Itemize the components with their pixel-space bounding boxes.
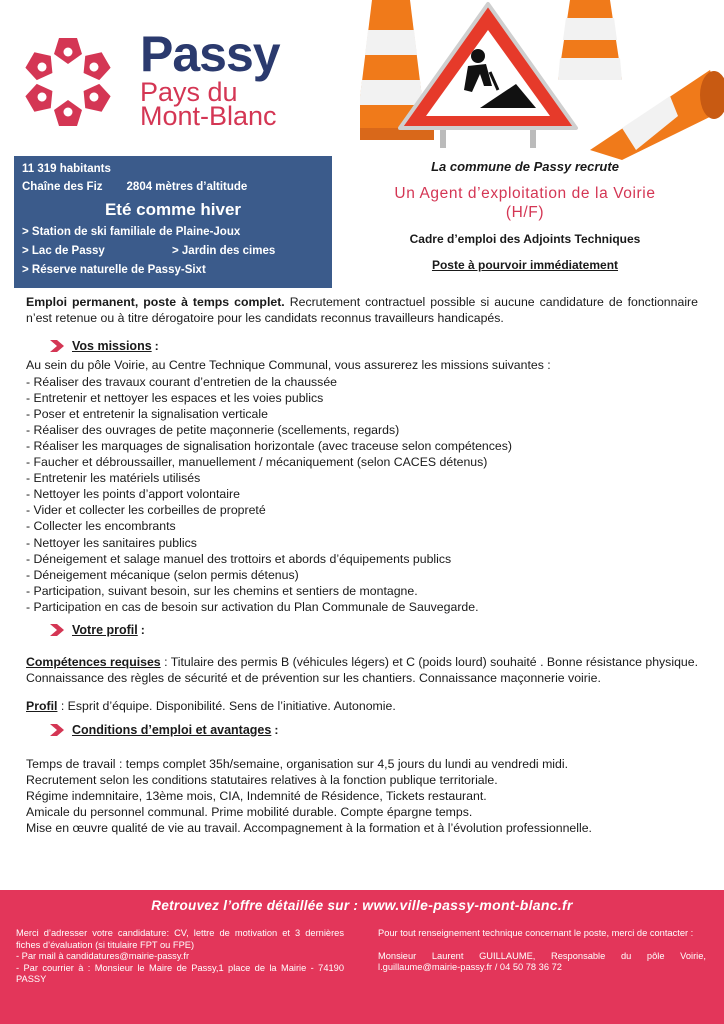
- job-description: [26, 294, 698, 837]
- mountain-line: [22, 178, 324, 196]
- population-line: 11 319 habitants: [22, 163, 111, 175]
- conditions-heading-text: Conditions d’emploi et avantages: [72, 722, 272, 737]
- profil-label: Profil: [26, 699, 58, 714]
- list-item: - Participation en cas de besoin sur activation du Plan Communale de Sauvegarde.: [26, 599, 479, 614]
- footer-columns: [16, 928, 706, 986]
- town-info-box: [14, 156, 332, 288]
- job-title-line2: (H/F): [505, 204, 545, 221]
- passy-logo-star-icon: [18, 32, 118, 132]
- intro-text: Recrutement contractuel possible si aucune candidature de fonctionnaire n’est retenue ou à titre dérogatoire pour les candidats reconnus travailleurs handicapés.: [26, 295, 698, 326]
- list-item: - Réaliser les marquages de signalisation horizontale (avec traceuse selon compétences): [26, 438, 512, 453]
- job-title-line1: Un Agent d’exploitation de la Voirie: [394, 185, 656, 202]
- roadwork-sign-icon: [400, 4, 576, 148]
- application-text: Merci d’adresser votre candidature: CV, lettre de motivation et 3 dernières fiches d’évaluation (si titulaire FPT ou FPE): [16, 928, 344, 950]
- recruit-header: [340, 158, 710, 273]
- list-item: - Réaliser des travaux courant d’entretien de la chaussée: [26, 374, 338, 389]
- info-item-jardin: > Jardin des cimes: [172, 245, 276, 257]
- intro-bold: Emploi permanent, poste à temps complet.: [26, 295, 285, 309]
- job-cadre: Cadre d’emploi des Adjoints Techniques: [409, 232, 641, 246]
- missions-heading-colon: :: [154, 339, 159, 354]
- list-item: - Déneigement mécanique (selon permis détenus): [26, 567, 299, 582]
- conditions-heading: [48, 721, 698, 739]
- application-postal: - Par courrier à : Monsieur le Maire de Passy,1 place de la Mairie - 74190 PASSY: [16, 962, 344, 985]
- footer-headline: [0, 897, 724, 913]
- list-item: - Nettoyer les points d’apport volontaire: [26, 487, 240, 502]
- job-availability: Poste à pourvoir immédiatement: [431, 258, 619, 272]
- mountain-range: Chaîne des Fiz: [22, 181, 103, 193]
- roadwork-illustration: [360, 0, 724, 160]
- info-item-lac: > Lac de Passy: [22, 245, 105, 257]
- list-item: - Faucher et débroussailler, manuellement / mécaniquement (selon CACES détenus): [26, 455, 488, 470]
- chevron-right-icon: [48, 723, 66, 737]
- conditions-line: Temps de travail : temps complet 35h/semaine, organisation sur 4,5 jours du lundi au vendredi midi.: [26, 756, 569, 771]
- application-instructions: [16, 928, 344, 986]
- info-box-title: Eté comme hiver: [104, 200, 242, 219]
- competences-paragraph: [26, 654, 698, 686]
- list-item: - Déneigement et salage manuel des trottoirs et abords d’équipements publics: [26, 551, 452, 566]
- list-item: - Poser et entretenir la signalisation verticale: [26, 406, 268, 421]
- footer-prefix: Retrouvez l’offre détaillée sur :: [151, 898, 363, 913]
- conditions-line: Régime indemnitaire, 13ème mois, CIA, Indemnité de Résidence, Tickets restaurant.: [26, 789, 487, 804]
- profil-heading-colon: :: [140, 622, 145, 637]
- application-email[interactable]: - Par mail à candidatures@mairie-passy.fr: [16, 951, 190, 962]
- conditions-heading-colon: :: [274, 722, 279, 737]
- info-item-station: > Station de ski familiale de Plaine-Joux: [22, 226, 241, 238]
- info-item-reserve: > Réserve naturelle de Passy-Sixt: [22, 264, 206, 276]
- list-item: - Réaliser des ouvrages de petite maçonnerie (scellements, regards): [26, 422, 400, 437]
- list-item: - Vider et collecter les corbeilles de propreté: [26, 503, 266, 518]
- contact-details[interactable]: Monsieur Laurent GUILLAUME, Responsable du pôle Voirie, l.guillaume@mairie-passy.fr / 04 50 78 36 72: [378, 950, 706, 973]
- logo-subtitle-line2: Mont-Blanc: [140, 101, 277, 131]
- missions-heading-text: Vos missions: [72, 339, 152, 354]
- list-item: - Entretenir et nettoyer les espaces et les voies publics: [26, 390, 324, 405]
- missions-list: [26, 374, 698, 615]
- traffic-cone-icon: [590, 70, 724, 160]
- website-link[interactable]: www.ville-passy-mont-blanc.fr: [362, 897, 573, 913]
- list-item: - Nettoyer les sanitaires publics: [26, 535, 197, 550]
- list-item: - Entretenir les matériels utilisés: [26, 471, 201, 486]
- info-row-lake-garden: [22, 242, 324, 261]
- conditions-list: [26, 756, 698, 837]
- traffic-cone-icon: [558, 0, 622, 80]
- missions-intro: Au sein du pôle Voirie, au Centre Technique Communal, vous assurerez les missions suivantes :: [26, 358, 551, 373]
- logo-title: Passy: [140, 26, 280, 82]
- chevron-right-icon: [48, 339, 66, 353]
- passy-logo: [18, 28, 318, 138]
- intro-paragraph: [26, 294, 698, 326]
- conditions-line: Amicale du personnel communal. Prime mobilité durable. Compte épargne temps.: [26, 805, 473, 820]
- profil-heading-text: Votre profil: [72, 622, 138, 637]
- conditions-line: Mise en œuvre qualité de vie au travail. Accompagnement à la formation et à l’évolution professionnelle.: [26, 821, 592, 836]
- profil-paragraph: [26, 698, 698, 714]
- competences-label: Compétences requises: [26, 655, 161, 670]
- profil-text: : Esprit d’équipe. Disponibilité. Sens de l’initiative. Autonomie.: [57, 699, 396, 714]
- footer-banner: [0, 890, 724, 1024]
- competences-text: : Titulaire des permis B (véhicules légers) et C (poids lourd) souhaité . Bonne résistance physique. Connaissance des règles de sécurité et de prévention sur les chantiers. Connaissance maçonnerie voirie.: [26, 655, 699, 686]
- logo-subtitle-line1: Pays du: [140, 77, 238, 107]
- list-item: - Collecter les encombrants: [26, 519, 176, 534]
- technical-contact: [378, 928, 706, 986]
- conditions-line: Recrutement selon les conditions statutaires relatives à la fonction publique territoriale.: [26, 772, 498, 787]
- list-item: - Participation, suivant besoin, sur les chemins et sentiers de montagne.: [26, 583, 418, 598]
- profil-heading: [48, 621, 698, 639]
- chevron-right-icon: [48, 623, 66, 637]
- recruit-intro: La commune de Passy recrute: [431, 159, 619, 174]
- altitude: 2804 mètres d’altitude: [126, 181, 248, 193]
- contact-intro: Pour tout renseignement technique concernant le poste, merci de contacter :: [378, 928, 694, 938]
- missions-heading: [48, 337, 698, 355]
